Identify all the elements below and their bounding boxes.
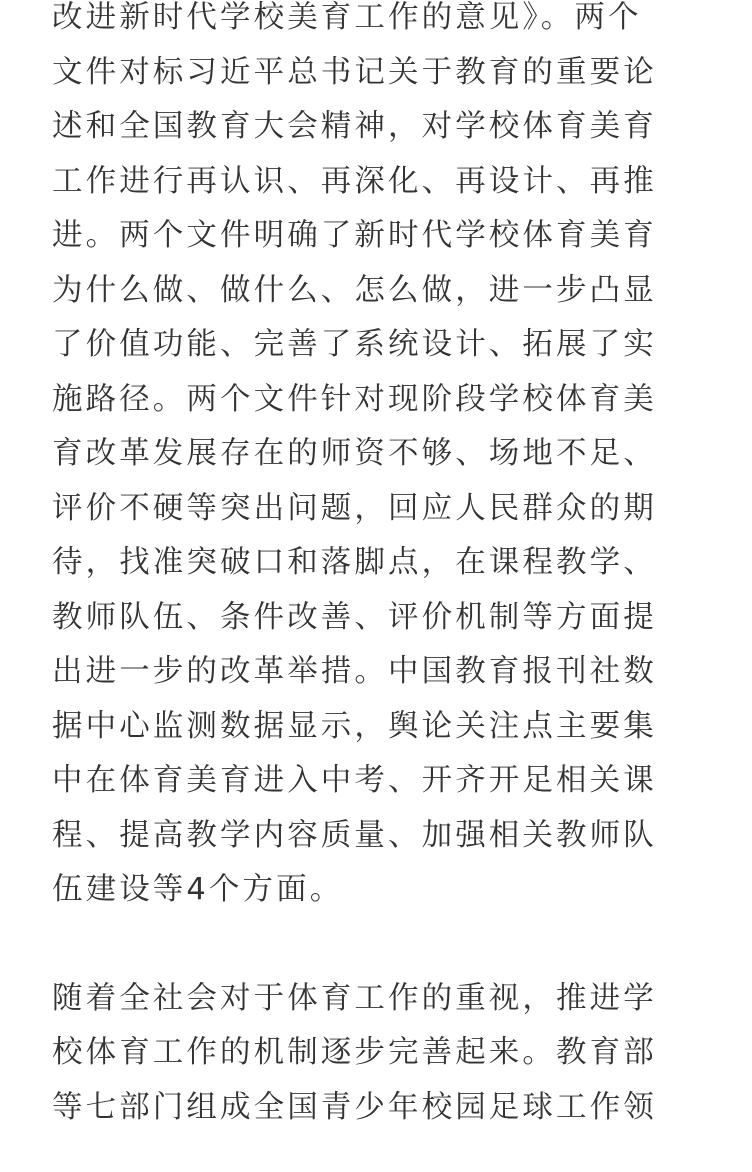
text-line: 为什么做、做什么、怎么做，进一步凸显 (52, 272, 657, 308)
text-line: 改进新时代学校美育工作的意见》。两个 (52, 0, 642, 35)
text-line: 等七部门组成全国青少年校园足球工作领 (52, 1089, 657, 1125)
article-body (52, 0, 700, 1135)
text-line: 程、提高教学内容质量、加强相关教师队 (52, 817, 657, 853)
text-line: 评价不硬等突出问题，回应人民群众的期 (52, 490, 657, 526)
text-line: 育改革发展存在的师资不够、场地不足、 (52, 436, 657, 471)
text-line: 教师队伍、条件改善、评价机制等方面提 (52, 599, 657, 635)
paragraph-1 (52, 0, 700, 918)
text-line: 文件对标习近平总书记关于教育的重要论 (52, 54, 657, 90)
paragraph-gap (52, 918, 700, 972)
paragraph-2 (52, 972, 700, 1136)
text-line: 了价值功能、完善了系统设计、拓展了实 (52, 327, 657, 362)
text-line: 伍建设等4个方面。 (52, 872, 344, 907)
text-line: 待，找准突破口和落脚点，在课程教学、 (52, 545, 657, 580)
text-line: 随着全社会对于体育工作的重视，推进学 (52, 980, 657, 1016)
text-line: 出进一步的改革举措。中国教育报刊社数 (52, 654, 657, 689)
text-line: 进。两个文件明确了新时代学校体育美育 (52, 218, 657, 253)
text-line: 据中心监测数据显示，舆论关注点主要集 (52, 708, 657, 744)
text-line: 述和全国教育大会精神，对学校体育美育 (52, 109, 657, 144)
text-line: 工作进行再认识、再深化、再设计、再推 (52, 163, 657, 199)
text-line: 校体育工作的机制逐步完善起来。教育部 (52, 1035, 657, 1070)
text-line: 施路径。两个文件针对现阶段学校体育美 (52, 381, 657, 417)
text-line: 中在体育美育进入中考、开齐开足相关课 (52, 763, 657, 798)
